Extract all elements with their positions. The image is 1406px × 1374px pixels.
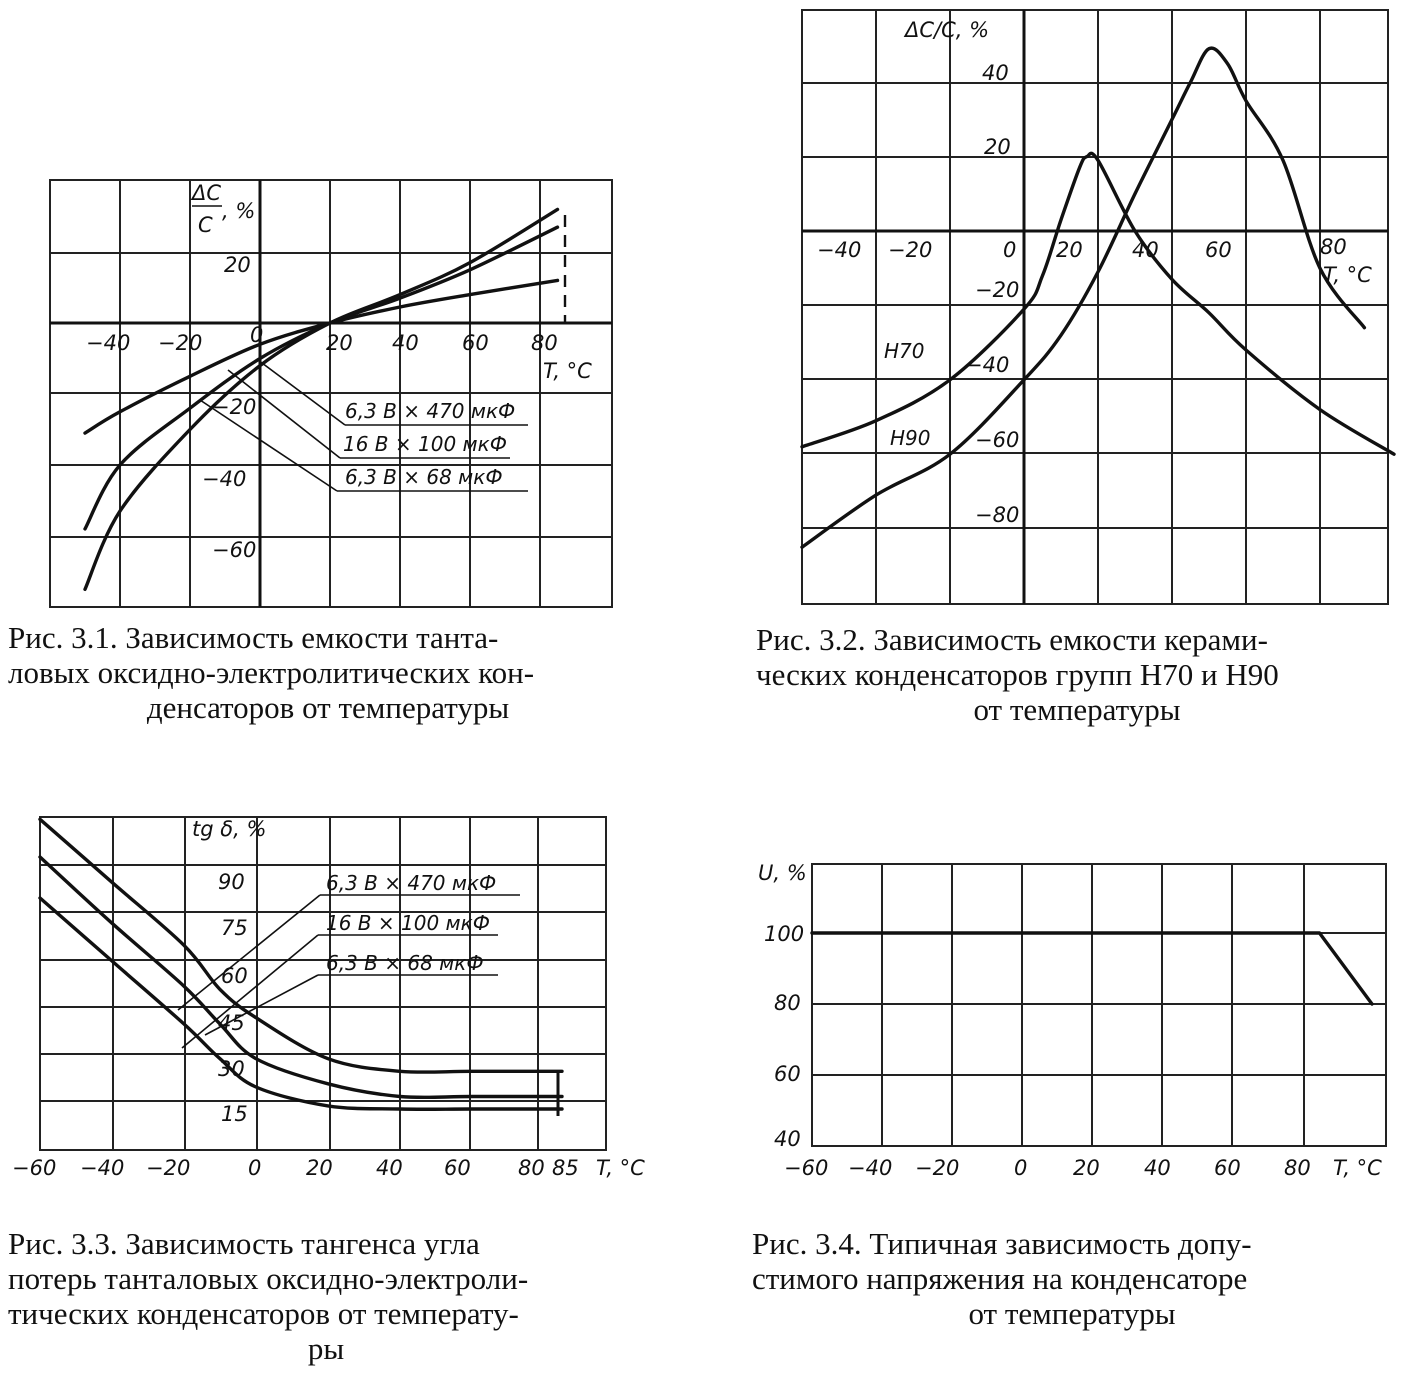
fig32-ytick-20: 20 bbox=[984, 135, 1011, 159]
fig34-caption-line: от температуры bbox=[968, 1296, 1176, 1331]
fig33-caption-line: ры bbox=[307, 1331, 345, 1366]
fig33-legend-100: 16 В × 100 мкФ bbox=[326, 911, 490, 935]
fig34-xtick-20: 20 bbox=[1073, 1156, 1100, 1180]
fig33-xtick-60: 60 bbox=[444, 1156, 471, 1180]
fig31-ylabel-den: C bbox=[198, 213, 213, 237]
fig32-xtick-80: 80 bbox=[1320, 235, 1347, 259]
fig33-legend-68: 6,3 В × 68 мкФ bbox=[326, 951, 484, 975]
fig31-ytick-m20: −20 bbox=[212, 395, 257, 419]
fig33-grid bbox=[40, 817, 606, 1150]
fig33-xtick-0: 0 bbox=[248, 1156, 262, 1180]
fig32-caption-line: Рис. 3.2. Зависимость емкости керами- bbox=[756, 622, 1268, 657]
fig33-xtick-80: 80 bbox=[518, 1156, 545, 1180]
fig32-grid bbox=[802, 10, 1388, 604]
fig31-grid bbox=[50, 180, 612, 607]
fig31-xtick-40: 40 bbox=[392, 331, 419, 355]
fig32-chart bbox=[802, 10, 1394, 604]
fig33-legend-470: 6,3 В × 470 мкФ bbox=[326, 871, 497, 895]
fig33-ytick-75: 75 bbox=[221, 916, 248, 940]
fig31-xlabel: T, °C bbox=[543, 359, 592, 383]
fig34-ytick-100: 100 bbox=[764, 922, 805, 946]
fig31-xtick-80: 80 bbox=[531, 331, 558, 355]
fig33-caption-line: потерь танталовых оксидно-электроли- bbox=[8, 1261, 529, 1296]
fig31-xtick-60: 60 bbox=[462, 331, 489, 355]
fig33-series-line-1 bbox=[40, 819, 562, 1072]
fig32-series-label-h70: Н70 bbox=[884, 339, 925, 363]
fig33-caption bbox=[8, 1226, 644, 1366]
fig33-ytick-90: 90 bbox=[218, 870, 245, 894]
fig32-ylabel: ΔC/C, % bbox=[905, 18, 990, 42]
fig32-xtick-m20: −20 bbox=[888, 238, 933, 262]
fig32-xtick-20: 20 bbox=[1056, 238, 1083, 262]
fig31-xtick-m40: −40 bbox=[86, 331, 131, 355]
fig31-caption-line: денсаторов от температуры bbox=[146, 690, 510, 725]
fig33-caption-line: Рис. 3.3. Зависимость тангенса угла bbox=[8, 1226, 480, 1261]
fig34-xtick-m60: −60 bbox=[784, 1156, 829, 1180]
fig31-caption bbox=[8, 620, 648, 725]
fig32-series-line-2 bbox=[802, 48, 1364, 547]
fig31-xtick-20: 20 bbox=[326, 331, 353, 355]
fig33-chart bbox=[12, 817, 645, 1180]
fig33-ytick-60: 60 bbox=[221, 964, 248, 988]
fig33-xtick-20: 20 bbox=[306, 1156, 333, 1180]
fig32-caption-line: от температуры bbox=[973, 692, 1181, 727]
fig33-ylabel: tg δ, % bbox=[192, 817, 267, 841]
fig33-caption-line: тических конденсаторов от температу- bbox=[8, 1296, 519, 1331]
fig33-xtick-m60: −60 bbox=[12, 1156, 57, 1180]
fig34-xtick-80: 80 bbox=[1284, 1156, 1311, 1180]
fig34-ytick-40: 40 bbox=[774, 1127, 801, 1151]
fig34-xtick-0: 0 bbox=[1014, 1156, 1028, 1180]
fig34-xlabel: T, °C bbox=[1333, 1156, 1382, 1180]
fig34-caption-line: Рис. 3.4. Типичная зависимость допу- bbox=[752, 1226, 1252, 1261]
fig34-ytick-60: 60 bbox=[774, 1062, 801, 1086]
fig32-ytick-m40: −40 bbox=[965, 353, 1010, 377]
fig33-xtick-85: 85 bbox=[552, 1156, 579, 1180]
fig34-ylabel: U, % bbox=[758, 861, 807, 885]
fig31-ylabel-unit: , % bbox=[222, 199, 256, 223]
fig34-chart bbox=[758, 861, 1386, 1180]
fig32-xtick-m40: −40 bbox=[817, 238, 862, 262]
fig31-legend-68: 6,3 В × 68 мкФ bbox=[345, 465, 503, 489]
fig33-xtick-40: 40 bbox=[376, 1156, 403, 1180]
fig31-ylabel-num: ΔC bbox=[192, 181, 222, 205]
fig32-xtick-40: 40 bbox=[1132, 238, 1159, 262]
fig31-ytick-m40: −40 bbox=[202, 467, 247, 491]
fig33-xtick-m40: −40 bbox=[80, 1156, 125, 1180]
fig34-caption-line: стимого напряжения на конденсаторе bbox=[752, 1261, 1248, 1296]
fig31-legend-100: 16 В × 100 мкФ bbox=[343, 432, 507, 456]
fig34-caption bbox=[752, 1226, 1392, 1331]
fig32-series-label-h90: Н90 bbox=[890, 426, 931, 450]
fig32-xlabel: T, °C bbox=[1323, 263, 1372, 287]
fig32-caption bbox=[756, 622, 1398, 727]
fig32-xtick-0: 0 bbox=[1003, 238, 1017, 262]
fig34-ytick-80: 80 bbox=[774, 991, 801, 1015]
fig33-xlabel: T, °C bbox=[596, 1156, 645, 1180]
fig32-ytick-m60: −60 bbox=[975, 428, 1020, 452]
fig31-xtick-0: 0 bbox=[250, 323, 264, 347]
fig31-chart bbox=[50, 180, 612, 607]
fig32-caption-line: ческих конденсаторов групп Н70 и Н90 bbox=[756, 657, 1279, 692]
fig33-ytick-15: 15 bbox=[221, 1102, 248, 1126]
fig34-xtick-60: 60 bbox=[1214, 1156, 1241, 1180]
fig33-ytick-30: 30 bbox=[218, 1057, 245, 1081]
fig32-ytick-m80: −80 bbox=[975, 503, 1020, 527]
fig32-ytick-40: 40 bbox=[982, 61, 1009, 85]
fig33-xtick-m20: −20 bbox=[146, 1156, 191, 1180]
fig34-xtick-m40: −40 bbox=[848, 1156, 893, 1180]
fig32-ytick-m20: −20 bbox=[975, 278, 1020, 302]
fig31-ytick-20: 20 bbox=[224, 253, 251, 277]
fig31-xtick-m20: −20 bbox=[158, 331, 203, 355]
fig31-caption-line: ловых оксидно-электролитических кон- bbox=[8, 655, 535, 690]
fig31-ytick-m60: −60 bbox=[212, 538, 257, 562]
fig34-xtick-40: 40 bbox=[1144, 1156, 1171, 1180]
fig31-legend-470: 6,3 В × 470 мкФ bbox=[345, 399, 516, 423]
fig34-grid bbox=[812, 864, 1386, 1146]
fig34-xtick-m20: −20 bbox=[915, 1156, 960, 1180]
fig31-caption-line: Рис. 3.1. Зависимость емкости танта- bbox=[8, 620, 499, 655]
fig32-xtick-60: 60 bbox=[1205, 238, 1232, 262]
fig33-ytick-45: 45 bbox=[218, 1011, 245, 1035]
fig32-frame bbox=[802, 10, 1388, 604]
